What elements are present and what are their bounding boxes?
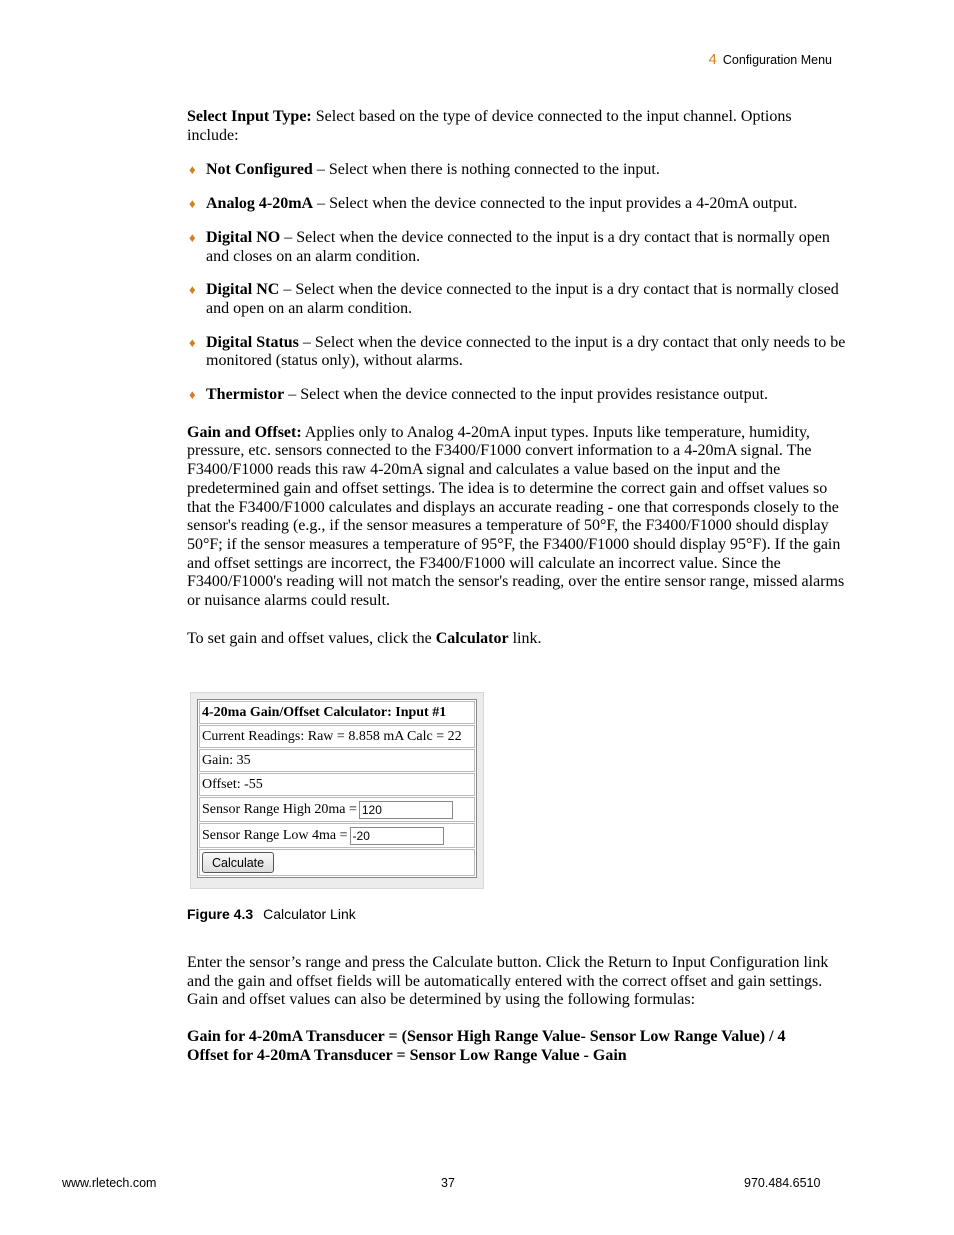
footer-website: www.rletech.com: [62, 1176, 157, 1190]
option-desc: – Select when the device connected to the input provides resistance output.: [284, 386, 769, 404]
current-readings: Current Readings: Raw = 8.858 mA Calc = 22: [199, 725, 475, 748]
gain-offset-text: Applies only to Analog 4-20mA input types. Inputs like temperature, humidity, pressure, etc. sensors connected to the F3400/F1000 convert information to a 4-20mA signal. The F3400/F1000 reads this raw 4-20mA signal and calculates a value based on the input and the predetermined gain and offset settings. The idea is to determine the correct gain and offset values so that the F3400/F1000 calculates and displays an accurate reading - one that corresponds closely to the sensor's reading (e.g., if the sensor measures a temperature of 50°F, the F3400/F1000 should display 50°F; if the sensor measures a temperature of 95°F, the F3400/F1000 should display 95°F). If the gain and offset settings are incorrect, the F3400/F1000 will calculate an incorrect value. Since the F3400/F1000's reading will not match the sensor's reading, over the entire sensor range, missed alarms or nuisance alarms could result.: [187, 423, 845, 610]
list-item: [187, 334, 847, 371]
sensor-low-input[interactable]: [350, 827, 444, 845]
select-input-paragraph: [187, 108, 847, 145]
chapter-number: 4: [708, 51, 717, 68]
running-header: [709, 51, 832, 68]
set-gain-paragraph: [187, 630, 847, 649]
formulas: [187, 1028, 847, 1065]
sensor-high-label: Sensor Range High 20ma =: [202, 802, 357, 817]
list-item: [187, 229, 847, 266]
option-desc: – Select when there is nothing connected to the input.: [312, 161, 660, 179]
set-gain-prefix: To set gain and offset values, click the: [187, 629, 436, 647]
sensor-low-label: Sensor Range Low 4ma =: [202, 828, 348, 843]
gain-formula: Gain for 4-20mA Transducer = (Sensor High Range Value- Sensor Low Range Value) / 4: [187, 1028, 786, 1046]
sensor-high-input[interactable]: [359, 801, 453, 819]
calculate-button[interactable]: Calculate: [202, 852, 274, 873]
diamond-bullet-icon: ♦: [189, 334, 196, 350]
gain-offset-label: Gain and Offset:: [187, 423, 302, 441]
option-desc: – Select when the device connected to the input provides a 4-20mA output.: [313, 195, 798, 213]
input-type-options: [187, 161, 847, 404]
option-name: Digital NC: [206, 281, 280, 299]
option-name: Thermistor: [206, 386, 285, 404]
select-input-label: Select Input Type:: [187, 108, 312, 125]
diamond-bullet-icon: ♦: [189, 162, 196, 178]
option-desc: – Select when the device connected to the input is a dry contact that is normally open and closes on an alarm condition.: [206, 228, 830, 265]
diamond-bullet-icon: ♦: [189, 282, 196, 298]
enter-range-paragraph: Enter the sensor’s range and press the Calculate button. Click the Return to Input Configuration link and the gain and offset fields will be automatically entered with the correct offset and gain settings. Gain and offset values can also be determined by using the following formulas:: [187, 954, 829, 1009]
gain-value: Gain: 35: [199, 749, 475, 772]
offset-formula: Offset for 4-20mA Transducer = Sensor Low Range Value - Gain: [187, 1046, 627, 1064]
list-item: [187, 195, 847, 214]
footer-page-number: 37: [441, 1176, 455, 1190]
calculator-title: 4-20ma Gain/Offset Calculator: Input #1: [199, 701, 475, 724]
calculator-screenshot: [190, 692, 484, 889]
calculator-link-text: Calculator: [435, 629, 509, 647]
option-name: Analog 4-20mA: [206, 195, 314, 213]
footer-phone: 970.484.6510: [744, 1176, 821, 1190]
calculate-row: [199, 849, 475, 876]
sensor-high-row: [199, 797, 475, 822]
option-name: Digital Status: [206, 333, 299, 351]
list-item: [187, 386, 847, 405]
instructions-text: [187, 954, 847, 1066]
sensor-low-row: [199, 823, 475, 848]
figure-caption: [187, 906, 356, 922]
option-desc: – Select when the device connected to the input is a dry contact that is normally closed and open on an alarm condition.: [206, 281, 839, 317]
main-text: [187, 108, 847, 648]
figure-number: Figure 4.3: [187, 906, 254, 922]
figure-caption-text: Calculator Link: [263, 906, 356, 922]
offset-value: Offset: -55: [199, 773, 475, 796]
option-name: Digital NO: [206, 228, 281, 246]
diamond-bullet-icon: ♦: [189, 229, 196, 245]
option-desc: – Select when the device connected to the input is a dry contact that only needs to be monitored (status only), without alarms.: [206, 333, 846, 370]
calculator-table: [197, 699, 477, 878]
diamond-bullet-icon: ♦: [189, 196, 196, 212]
diamond-bullet-icon: ♦: [189, 387, 196, 403]
set-gain-suffix: link.: [508, 629, 542, 647]
chapter-title: Configuration Menu: [722, 53, 832, 67]
list-item: [187, 281, 847, 318]
gain-offset-paragraph: [187, 424, 847, 611]
list-item: [187, 161, 847, 180]
option-name: Not Configured: [206, 161, 313, 179]
select-input-text: Select based on the type of device connected to the input channel. Options include:: [187, 108, 792, 144]
